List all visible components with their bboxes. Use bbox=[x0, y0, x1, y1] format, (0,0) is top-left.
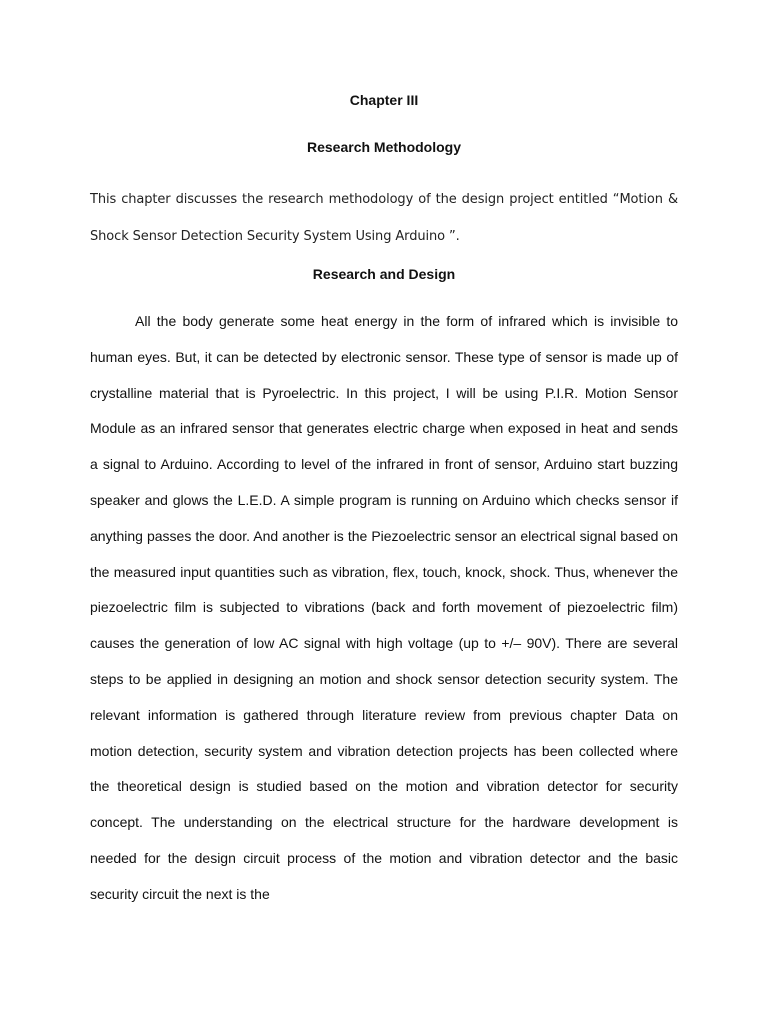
intro-paragraph: This chapter discusses the research methodology of the design project entitled “Motion & Shock Sensor Detection Security System Using Arduino ”. bbox=[90, 192, 678, 244]
chapter-title: Research Methodology bbox=[306, 139, 462, 155]
section-heading: Research and Design bbox=[312, 266, 456, 282]
body-paragraph: All the body generate some heat energy in the form of infrared which is invisible to human eyes. But, it can be detected by electronic sensor. These type of sensor is made up of crystalline material that is Pyroelectric. In this project, I will be using P.I.R. Motion Sensor Module as an infrared sensor that generates electric charge when exposed in heat and sends a signal to Arduino. According to level of the infrared in front of sensor, Arduino start buzzing speaker and glows the L.E.D. A simple program is running on Arduino which checks sensor if anything passes the door. And another is the Piezoelectric sensor an electrical signal based on the measured input quantities such as vibration, flex, touch, knock, shock. Thus, whenever the piezoelectric film is subjected to vibrations (back and forth movement of piezoelectric film) causes the generation of low AC signal with high voltage (up to +/– 90V). There are several steps to be applied in designing an motion and shock sensor detection security system. The relevant information is gathered through literature review from previous chapter Data on motion detection, security system and vibration detection projects has been collected where the theoretical design is studied based on the motion and vibration detector for security concept. The understanding on the electrical structure for the hardware development is needed for the design circuit process of the motion and vibration detector and the basic security circuit the next is the bbox=[90, 313, 678, 902]
chapter-heading: Chapter III bbox=[349, 92, 419, 108]
